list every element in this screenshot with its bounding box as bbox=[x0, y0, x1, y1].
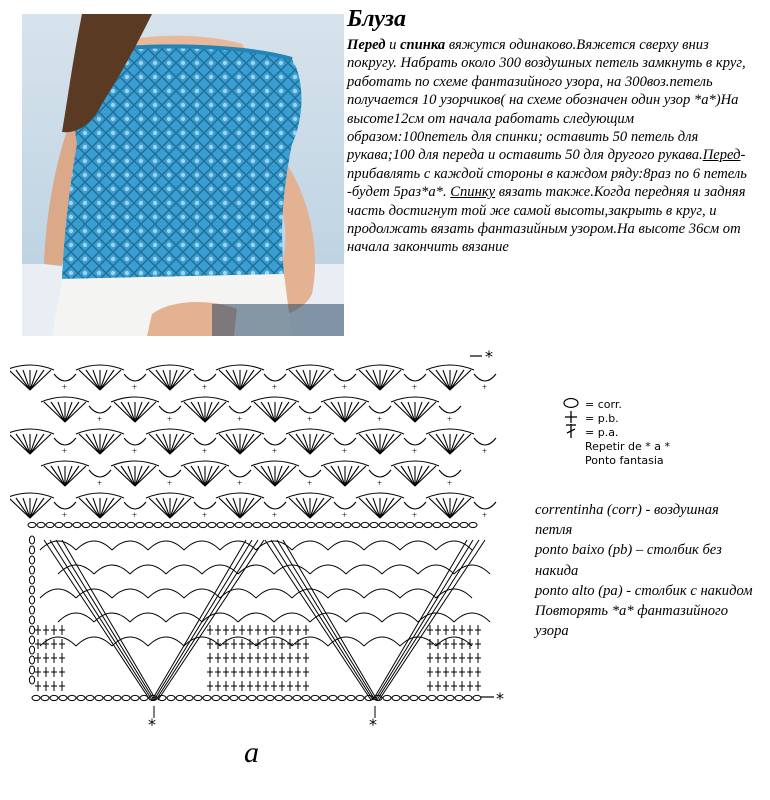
chart-shell bbox=[10, 429, 76, 456]
svg-text:+: + bbox=[167, 478, 173, 488]
chart-marker-top: * bbox=[485, 347, 493, 366]
svg-text:+: + bbox=[342, 382, 348, 392]
svg-text:+: + bbox=[202, 446, 208, 456]
svg-text:+: + bbox=[62, 382, 68, 392]
svg-text:+: + bbox=[307, 478, 313, 488]
svg-text:+: + bbox=[482, 510, 488, 520]
glossary-pa: ponto alto (pa) - столбик с накидом bbox=[535, 582, 753, 599]
svg-text:+: + bbox=[447, 414, 453, 424]
legend-repeat: Repetir de * a * bbox=[585, 440, 671, 454]
front-and-back-bold-back: спинка bbox=[400, 37, 446, 53]
chart-shell bbox=[426, 429, 496, 456]
svg-text:+: + bbox=[272, 510, 278, 520]
crochet-chart bbox=[10, 340, 515, 740]
svg-text:+: + bbox=[132, 510, 138, 520]
svg-text:+: + bbox=[447, 478, 453, 488]
chart-shell bbox=[216, 493, 286, 520]
chart-shell bbox=[321, 461, 391, 488]
svg-text:+: + bbox=[482, 382, 488, 392]
svg-text:+: + bbox=[482, 446, 488, 456]
chart-shell bbox=[251, 397, 321, 424]
blouse-photo bbox=[22, 14, 344, 336]
svg-text:+: + bbox=[202, 510, 208, 520]
legend-pa: = p.a. bbox=[563, 426, 670, 440]
chart-shell bbox=[76, 365, 146, 392]
glossary-repeat: Повторять *а* фантазийного узора bbox=[535, 603, 728, 640]
legend-pattern: Ponto fantasia bbox=[585, 454, 664, 468]
svg-text:+: + bbox=[272, 382, 278, 392]
chart-shell bbox=[111, 461, 181, 488]
chart-shell bbox=[146, 429, 216, 456]
chart-shell bbox=[356, 429, 426, 456]
svg-text:+: + bbox=[377, 478, 383, 488]
chart-marker-bottom-center: * bbox=[369, 715, 377, 734]
svg-text:+: + bbox=[377, 414, 383, 424]
chart-shell bbox=[10, 365, 76, 392]
instructions-intro: вяжутся одинаково.Вяжется сверху вниз покругу. Набрать около 300 воздушных петель замкнуть в круг, работать по схеме фантазийного узора, на 300воз.петель получается 10 узорчиков( на схеме обозначен один узор *а*)На высоте12см от начала работать следующим образом:100петель для спинки; оставить 50 петель для рукава;100 для переда и оставить 50 для другого рукава. bbox=[347, 37, 746, 164]
chart-shell bbox=[356, 493, 426, 520]
chart-legend bbox=[563, 398, 670, 468]
back-instructions: вязать также.Когда передняя и задняя часть достигнут той же самой высоты,закрыть в круг, и продолжать вязать фантазийным узором.На высоте 36см от начала закончить вязание bbox=[347, 184, 746, 256]
back-label: Спинку bbox=[450, 184, 496, 201]
svg-text:+: + bbox=[412, 510, 418, 520]
svg-text:+: + bbox=[412, 446, 418, 456]
svg-text:+: + bbox=[132, 382, 138, 392]
glossary-corr: correntinha (corr) - воздушная петля bbox=[535, 502, 719, 539]
chart-shell bbox=[286, 429, 356, 456]
and-word: и bbox=[385, 37, 401, 53]
chart-shell bbox=[426, 365, 496, 392]
chart-shell bbox=[41, 461, 111, 488]
front-label: Перед bbox=[702, 147, 741, 164]
chart-shell bbox=[76, 493, 146, 520]
svg-text:+: + bbox=[97, 478, 103, 488]
chart-shell bbox=[286, 365, 356, 392]
glossary bbox=[535, 500, 755, 641]
chart-shell bbox=[286, 493, 356, 520]
svg-text:+: + bbox=[342, 510, 348, 520]
svg-text:+: + bbox=[237, 414, 243, 424]
glossary-pb: ponto baixo (pb) – столбик без накида bbox=[535, 542, 722, 579]
chart-shell bbox=[41, 397, 111, 424]
chart-shell bbox=[391, 461, 461, 488]
chart-shell bbox=[216, 429, 286, 456]
svg-text:+: + bbox=[62, 510, 68, 520]
chart-shell bbox=[146, 365, 216, 392]
svg-text:+: + bbox=[97, 414, 103, 424]
chart-shell bbox=[391, 397, 461, 424]
svg-text:+: + bbox=[62, 446, 68, 456]
svg-text:+: + bbox=[307, 414, 313, 424]
page-title: Блуза bbox=[347, 6, 406, 32]
svg-text:+: + bbox=[237, 478, 243, 488]
double-crochet-icon bbox=[563, 424, 585, 442]
chart-shell bbox=[426, 493, 496, 520]
svg-text:+: + bbox=[342, 446, 348, 456]
chart-shell bbox=[356, 365, 426, 392]
chart-shell bbox=[76, 429, 146, 456]
legend-pb: = p.b. bbox=[563, 412, 670, 426]
chart-shell bbox=[181, 397, 251, 424]
chart-shell bbox=[10, 493, 76, 520]
chart-marker-bottom-left: * bbox=[148, 715, 156, 734]
chart-shell bbox=[146, 493, 216, 520]
chart-shell bbox=[181, 461, 251, 488]
chart-shell bbox=[111, 397, 181, 424]
legend-corr: = corr. bbox=[563, 398, 670, 412]
chart-shell bbox=[216, 365, 286, 392]
front-and-back-bold-front: Перед bbox=[347, 37, 386, 53]
front-instructions: -прибавлять с каждой стороны в каждом ряду:8раз по 6 петель -будет 5раз*а*. bbox=[347, 147, 747, 201]
chart-marker-bottom-right: * bbox=[496, 689, 504, 708]
svg-text:+: + bbox=[167, 414, 173, 424]
svg-text:+: + bbox=[132, 446, 138, 456]
chart-caption: a bbox=[244, 736, 259, 769]
svg-text:+: + bbox=[412, 382, 418, 392]
instructions-text bbox=[347, 36, 752, 257]
svg-text:+: + bbox=[202, 382, 208, 392]
chart-shell bbox=[321, 397, 391, 424]
chart-shell bbox=[251, 461, 321, 488]
svg-text:+: + bbox=[272, 446, 278, 456]
